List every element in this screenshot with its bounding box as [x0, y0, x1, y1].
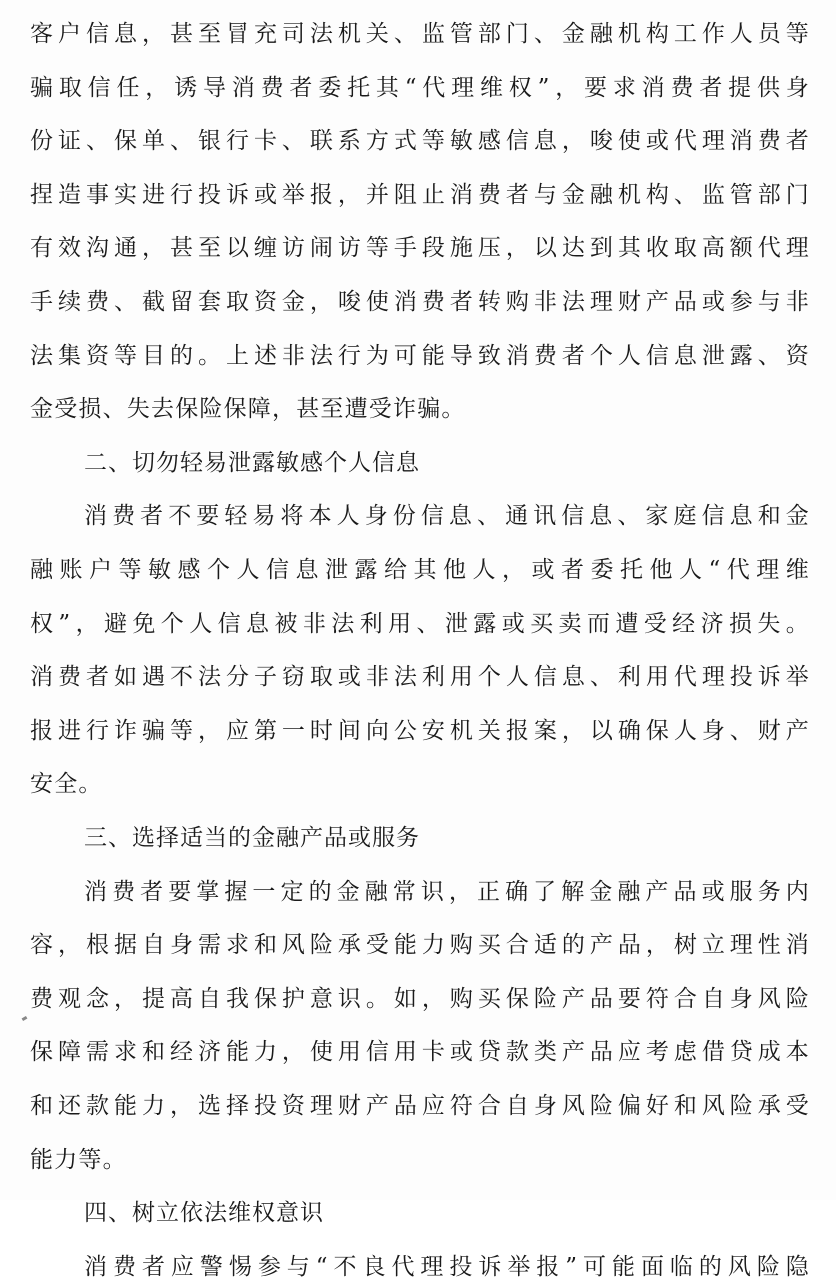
paragraph-line: 手续费、截留套取资金，唆使消费者转购非法理财产品或参与非	[30, 289, 810, 315]
paragraph-line: 骗取信任，诱导消费者委托其“代理维权”，要求消费者提供身	[30, 74, 810, 101]
paragraph-line: 客户信息，甚至冒充司法机关、监管部门、金融机构工作人员等	[30, 21, 810, 47]
paragraph-line: 能力等。	[30, 1146, 127, 1173]
paragraph-line: 和还款能力，选择投资理财产品应符合自身风险偏好和风险承受	[30, 1093, 810, 1119]
paragraph-line: 保障需求和经济能力，使用信用卡或贷款类产品应考虑借贷成本	[30, 1039, 810, 1066]
paragraph-line: 份证、保单、银行卡、联系方式等敏感信息，唆使或代理消费者	[30, 128, 810, 155]
paragraph-line: 权”，避免个人信息被非法利用、泄露或买卖而遭受经济损失。	[30, 610, 810, 637]
paragraph-line: 金受损、失去保险保障，甚至遭受诈骗。	[30, 396, 466, 423]
paragraph-line: 捏造事实进行投诉或举报，并阻止消费者与金融机构、监管部门	[30, 181, 810, 208]
paragraph-line: 安全。	[30, 771, 103, 798]
paragraph-line: 有效沟通，甚至以缠访闹访等手段施压，以达到其收取高额代理	[30, 235, 810, 262]
paragraph-line: 报进行诈骗等，应第一时间向公安机关报案，以确保人身、财产	[30, 717, 810, 744]
section-heading: 四、树立依法维权意识	[84, 1200, 324, 1227]
section-heading: 三、选择适当的金融产品或服务	[84, 825, 420, 851]
paragraph-line: 消费者不要轻易将本人身份信息、通讯信息、家庭信息和金	[84, 503, 810, 530]
paragraph-line: 消费者应警惕参与“不良代理投诉举报”可能面临的风险隐	[84, 1253, 810, 1280]
scan-mark	[22, 1016, 28, 1021]
paragraph-line: 融账户等敏感个人信息泄露给其他人，或者委托他人“代理维	[30, 557, 810, 583]
paragraph-line: 费观念，提高自我保护意识。如，购买保险产品要符合自身风险	[30, 985, 810, 1012]
paragraph-line: 消费者要掌握一定的金融常识，正确了解金融产品或服务内	[84, 878, 810, 905]
paragraph-line: 法集资等目的。上述非法行为可能导致消费者个人信息泄露、资	[30, 342, 810, 369]
paragraph-line: 消费者如遇不法分子窃取或非法利用个人信息、利用代理投诉举	[30, 664, 810, 691]
paragraph-line: 容，根据自身需求和风险承受能力购买合适的产品，树立理性消	[30, 932, 810, 959]
section-heading: 二、切勿轻易泄露敏感个人信息	[84, 449, 420, 476]
